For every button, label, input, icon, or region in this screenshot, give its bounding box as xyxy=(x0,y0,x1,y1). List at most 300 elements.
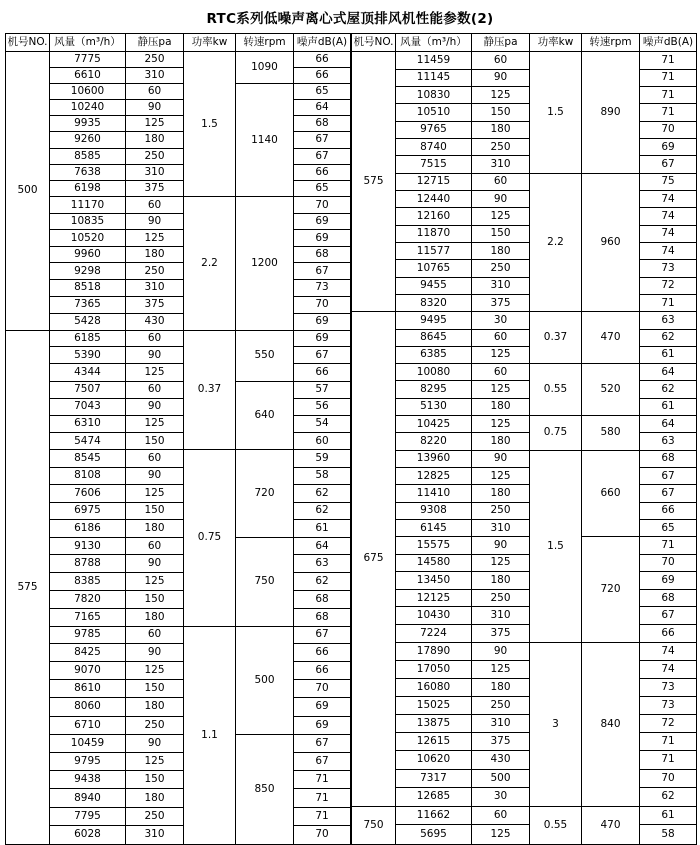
table-row xyxy=(6,608,351,626)
cell-flow: 7638 xyxy=(50,164,126,180)
cell-pressure: 150 xyxy=(126,771,184,789)
table-row xyxy=(6,485,351,502)
page-title: RTC系列低噪声离心式屋顶排风机性能参数(2) xyxy=(206,11,494,27)
cell-noise: 67 xyxy=(640,468,697,485)
cell-noise: 72 xyxy=(640,714,697,732)
cell-speed: 890 xyxy=(582,52,640,173)
table-row xyxy=(352,502,697,519)
table-row xyxy=(6,789,351,807)
cell-power: 1.5 xyxy=(184,52,236,197)
table-row xyxy=(352,714,697,732)
table-body-right xyxy=(352,52,697,844)
cell-noise: 66 xyxy=(640,502,697,519)
cell-noise: 67 xyxy=(640,485,697,502)
cell-noise: 71 xyxy=(640,69,697,86)
cell-pressure: 375 xyxy=(472,625,530,643)
table-row xyxy=(6,398,351,415)
cell-flow: 10459 xyxy=(50,734,126,752)
cell-pressure: 310 xyxy=(472,520,530,537)
table-row xyxy=(6,662,351,680)
table-row xyxy=(352,416,697,433)
performance-table-left xyxy=(5,33,351,845)
cell-pressure: 90 xyxy=(126,734,184,752)
cell-flow: 12125 xyxy=(396,589,472,607)
header-flow: 风量（m³/h） xyxy=(50,34,126,52)
table-row xyxy=(6,537,351,555)
table-row xyxy=(352,769,697,787)
cell-pressure: 125 xyxy=(472,825,530,845)
cell-noise: 61 xyxy=(640,398,697,415)
cell-flow: 8545 xyxy=(50,450,126,467)
table-row xyxy=(352,696,697,714)
cell-noise: 65 xyxy=(294,84,351,100)
table-row xyxy=(352,69,697,86)
cell-noise: 64 xyxy=(640,364,697,381)
cell-pressure: 60 xyxy=(472,806,530,825)
cell-pressure: 125 xyxy=(472,416,530,433)
cell-power: 0.37 xyxy=(530,312,582,364)
cell-noise: 64 xyxy=(294,537,351,555)
table-row xyxy=(352,625,697,643)
cell-noise: 74 xyxy=(640,642,697,660)
cell-flow: 6610 xyxy=(50,68,126,84)
cell-pressure: 180 xyxy=(126,520,184,538)
header-noise: 噪声dB(A) xyxy=(294,34,351,52)
table-row xyxy=(6,626,351,644)
cell-noise: 68 xyxy=(640,589,697,607)
table-row xyxy=(352,398,697,415)
cell-flow: 6198 xyxy=(50,181,126,197)
cell-pressure: 60 xyxy=(472,52,530,69)
cell-flow: 7507 xyxy=(50,381,126,398)
table-row xyxy=(6,330,351,347)
table-row xyxy=(352,156,697,173)
cell-flow: 11170 xyxy=(50,197,126,213)
cell-flow: 4344 xyxy=(50,364,126,381)
cell-noise: 63 xyxy=(640,433,697,450)
table-row xyxy=(6,752,351,770)
cell-pressure: 125 xyxy=(126,364,184,381)
cell-pressure: 125 xyxy=(472,86,530,103)
table-row xyxy=(6,52,351,68)
cell-noise: 71 xyxy=(294,789,351,807)
cell-noise: 61 xyxy=(640,806,697,825)
table-row xyxy=(352,554,697,571)
table-row xyxy=(6,100,351,116)
cell-flow: 7795 xyxy=(50,807,126,825)
cell-pressure: 180 xyxy=(472,572,530,590)
cell-noise: 67 xyxy=(294,626,351,644)
header-pressure: 静压pa xyxy=(472,34,530,52)
cell-flow: 10835 xyxy=(50,213,126,229)
cell-noise: 61 xyxy=(640,346,697,363)
cell-flow: 8610 xyxy=(50,680,126,698)
tables-container xyxy=(5,33,695,845)
cell-flow: 12715 xyxy=(396,173,472,190)
cell-noise: 71 xyxy=(640,732,697,750)
cell-pressure: 60 xyxy=(126,197,184,213)
cell-pressure: 180 xyxy=(472,121,530,138)
cell-flow: 5390 xyxy=(50,347,126,364)
table-row xyxy=(6,590,351,608)
table-row xyxy=(6,807,351,825)
table-row xyxy=(352,277,697,294)
cell-model: 575 xyxy=(6,330,50,844)
table-row xyxy=(352,364,697,381)
cell-noise: 69 xyxy=(640,572,697,590)
cell-noise: 69 xyxy=(294,213,351,229)
cell-noise: 67 xyxy=(294,148,351,164)
cell-pressure: 430 xyxy=(472,751,530,769)
cell-flow: 6186 xyxy=(50,520,126,538)
header-pressure: 静压pa xyxy=(126,34,184,52)
table-row xyxy=(6,246,351,263)
cell-flow: 12685 xyxy=(396,788,472,807)
table-row xyxy=(352,825,697,845)
cell-pressure: 125 xyxy=(472,554,530,571)
cell-noise: 64 xyxy=(640,416,697,433)
cell-flow: 9785 xyxy=(50,626,126,644)
table-row xyxy=(6,415,351,432)
table-row xyxy=(6,381,351,398)
cell-pressure: 180 xyxy=(472,398,530,415)
header-noise: 噪声dB(A) xyxy=(640,34,697,52)
cell-flow: 8788 xyxy=(50,555,126,573)
cell-noise: 67 xyxy=(640,607,697,625)
cell-speed: 1200 xyxy=(236,197,294,330)
cell-pressure: 310 xyxy=(126,164,184,180)
table-row xyxy=(6,213,351,229)
cell-flow: 15575 xyxy=(396,537,472,554)
cell-pressure: 90 xyxy=(126,347,184,364)
cell-flow: 9438 xyxy=(50,771,126,789)
cell-noise: 67 xyxy=(294,734,351,752)
cell-pressure: 60 xyxy=(126,626,184,644)
cell-flow: 9960 xyxy=(50,246,126,263)
cell-pressure: 30 xyxy=(472,312,530,329)
table-header-right xyxy=(352,34,697,52)
cell-flow: 9308 xyxy=(396,502,472,519)
cell-pressure: 430 xyxy=(126,313,184,330)
cell-pressure: 500 xyxy=(472,769,530,787)
cell-flow: 11662 xyxy=(396,806,472,825)
cell-power: 0.55 xyxy=(530,806,582,844)
cell-pressure: 125 xyxy=(472,468,530,485)
table-row xyxy=(352,660,697,678)
cell-noise: 70 xyxy=(640,769,697,787)
table-row xyxy=(352,346,697,363)
cell-pressure: 90 xyxy=(472,69,530,86)
cell-flow: 7820 xyxy=(50,590,126,608)
cell-pressure: 60 xyxy=(472,329,530,346)
table-row xyxy=(6,520,351,538)
cell-flow: 10830 xyxy=(396,86,472,103)
cell-noise: 67 xyxy=(294,132,351,148)
cell-flow: 7775 xyxy=(50,52,126,68)
cell-noise: 74 xyxy=(640,660,697,678)
cell-pressure: 180 xyxy=(126,246,184,263)
cell-pressure: 180 xyxy=(126,789,184,807)
cell-pressure: 125 xyxy=(472,660,530,678)
table-row xyxy=(352,572,697,590)
cell-flow: 8060 xyxy=(50,698,126,716)
table-row xyxy=(6,181,351,197)
cell-noise: 57 xyxy=(294,381,351,398)
cell-noise: 70 xyxy=(294,826,351,845)
cell-flow: 10620 xyxy=(396,751,472,769)
cell-flow: 12615 xyxy=(396,732,472,750)
cell-noise: 62 xyxy=(640,329,697,346)
cell-pressure: 310 xyxy=(126,826,184,845)
cell-pressure: 250 xyxy=(126,807,184,825)
cell-noise: 70 xyxy=(640,554,697,571)
table-row xyxy=(352,751,697,769)
header-flow: 风量（m³/h） xyxy=(396,34,472,52)
cell-speed: 720 xyxy=(236,450,294,537)
table-row xyxy=(352,138,697,155)
cell-noise: 75 xyxy=(640,173,697,190)
cell-flow: 9298 xyxy=(50,263,126,280)
cell-noise: 74 xyxy=(640,208,697,225)
table-row xyxy=(6,116,351,132)
cell-pressure: 310 xyxy=(472,156,530,173)
cell-noise: 71 xyxy=(294,771,351,789)
cell-flow: 13960 xyxy=(396,450,472,467)
cell-noise: 62 xyxy=(294,502,351,520)
cell-pressure: 180 xyxy=(126,608,184,626)
cell-flow: 6385 xyxy=(396,346,472,363)
cell-flow: 8518 xyxy=(50,280,126,297)
cell-pressure: 250 xyxy=(126,263,184,280)
cell-pressure: 310 xyxy=(126,68,184,84)
cell-flow: 11410 xyxy=(396,485,472,502)
table-row xyxy=(352,485,697,502)
cell-pressure: 250 xyxy=(126,148,184,164)
cell-flow: 10600 xyxy=(50,84,126,100)
cell-noise: 71 xyxy=(640,52,697,69)
cell-flow: 7043 xyxy=(50,398,126,415)
cell-pressure: 150 xyxy=(126,502,184,520)
table-row xyxy=(6,698,351,716)
cell-flow: 9455 xyxy=(396,277,472,294)
table-row xyxy=(352,121,697,138)
cell-flow: 12440 xyxy=(396,190,472,207)
cell-noise: 66 xyxy=(294,68,351,84)
table-row xyxy=(6,313,351,330)
cell-flow: 6975 xyxy=(50,502,126,520)
table-row xyxy=(352,433,697,450)
cell-pressure: 180 xyxy=(472,242,530,259)
cell-flow: 16080 xyxy=(396,678,472,696)
cell-pressure: 125 xyxy=(126,573,184,591)
cell-noise: 71 xyxy=(294,807,351,825)
table-row xyxy=(352,732,697,750)
cell-speed: 720 xyxy=(582,537,640,642)
cell-speed: 1140 xyxy=(236,84,294,197)
cell-model: 500 xyxy=(6,52,50,330)
cell-pressure: 310 xyxy=(126,280,184,297)
cell-flow: 8320 xyxy=(396,294,472,311)
table-row xyxy=(6,280,351,297)
table-row xyxy=(6,716,351,734)
cell-flow: 10520 xyxy=(50,230,126,247)
cell-flow: 10425 xyxy=(396,416,472,433)
cell-noise: 63 xyxy=(640,312,697,329)
cell-noise: 69 xyxy=(294,313,351,330)
cell-flow: 6185 xyxy=(50,330,126,347)
cell-flow: 10240 xyxy=(50,100,126,116)
cell-noise: 68 xyxy=(294,608,351,626)
cell-pressure: 375 xyxy=(472,732,530,750)
cell-flow: 9495 xyxy=(396,312,472,329)
cell-pressure: 90 xyxy=(472,642,530,660)
cell-flow: 5474 xyxy=(50,433,126,450)
cell-model: 575 xyxy=(352,52,396,312)
table-row xyxy=(352,190,697,207)
cell-pressure: 250 xyxy=(472,260,530,277)
table-row xyxy=(6,433,351,450)
table-row xyxy=(352,294,697,311)
cell-noise: 54 xyxy=(294,415,351,432)
cell-pressure: 375 xyxy=(472,294,530,311)
table-row xyxy=(352,806,697,825)
cell-pressure: 125 xyxy=(472,208,530,225)
cell-noise: 68 xyxy=(640,450,697,467)
table-row xyxy=(6,573,351,591)
table-row xyxy=(352,52,697,69)
cell-flow: 6145 xyxy=(396,520,472,537)
cell-speed: 1090 xyxy=(236,52,294,84)
cell-speed: 750 xyxy=(236,537,294,626)
cell-speed: 470 xyxy=(582,312,640,364)
table-row xyxy=(6,555,351,573)
cell-pressure: 60 xyxy=(126,450,184,467)
cell-flow: 11870 xyxy=(396,225,472,242)
cell-noise: 69 xyxy=(294,698,351,716)
cell-speed: 850 xyxy=(236,734,294,844)
cell-pressure: 125 xyxy=(126,415,184,432)
table-row xyxy=(352,788,697,807)
header-row xyxy=(352,34,697,52)
cell-flow: 11459 xyxy=(396,52,472,69)
table-row xyxy=(6,644,351,662)
cell-flow: 9795 xyxy=(50,752,126,770)
cell-speed: 470 xyxy=(582,806,640,844)
cell-flow: 14580 xyxy=(396,554,472,571)
header-power: 功率kw xyxy=(530,34,582,52)
cell-noise: 66 xyxy=(294,644,351,662)
header-speed: 转速rpm xyxy=(582,34,640,52)
cell-noise: 70 xyxy=(294,197,351,213)
cell-flow: 5695 xyxy=(396,825,472,845)
cell-flow: 8940 xyxy=(50,789,126,807)
cell-pressure: 90 xyxy=(472,537,530,554)
cell-flow: 12825 xyxy=(396,468,472,485)
table-row xyxy=(6,68,351,84)
cell-noise: 58 xyxy=(640,825,697,845)
cell-flow: 8385 xyxy=(50,573,126,591)
cell-power: 0.55 xyxy=(530,364,582,416)
table-row xyxy=(352,329,697,346)
cell-speed: 520 xyxy=(582,364,640,416)
table-row xyxy=(352,242,697,259)
cell-flow: 13875 xyxy=(396,714,472,732)
cell-pressure: 150 xyxy=(126,590,184,608)
cell-pressure: 250 xyxy=(472,138,530,155)
cell-pressure: 310 xyxy=(472,607,530,625)
cell-flow: 11577 xyxy=(396,242,472,259)
performance-table-right xyxy=(351,33,697,845)
table-row xyxy=(6,826,351,845)
cell-flow: 6310 xyxy=(50,415,126,432)
cell-pressure: 60 xyxy=(126,330,184,347)
cell-flow: 9260 xyxy=(50,132,126,148)
cell-noise: 66 xyxy=(294,364,351,381)
table-row xyxy=(6,230,351,247)
cell-noise: 72 xyxy=(640,277,697,294)
table-row xyxy=(352,312,697,329)
cell-noise: 71 xyxy=(640,751,697,769)
cell-flow: 7515 xyxy=(396,156,472,173)
cell-pressure: 180 xyxy=(472,433,530,450)
cell-pressure: 125 xyxy=(126,662,184,680)
table-row xyxy=(6,84,351,100)
cell-noise: 74 xyxy=(640,225,697,242)
cell-noise: 70 xyxy=(294,296,351,313)
cell-flow: 12160 xyxy=(396,208,472,225)
cell-pressure: 90 xyxy=(126,467,184,484)
cell-pressure: 90 xyxy=(472,450,530,467)
cell-flow: 11145 xyxy=(396,69,472,86)
cell-pressure: 180 xyxy=(472,678,530,696)
cell-power: 1.5 xyxy=(530,52,582,173)
cell-flow: 17890 xyxy=(396,642,472,660)
cell-flow: 9130 xyxy=(50,537,126,555)
cell-flow: 15025 xyxy=(396,696,472,714)
cell-noise: 74 xyxy=(640,190,697,207)
table-row xyxy=(352,607,697,625)
table-row xyxy=(6,263,351,280)
cell-pressure: 310 xyxy=(472,277,530,294)
cell-pressure: 60 xyxy=(126,537,184,555)
cell-flow: 8220 xyxy=(396,433,472,450)
table-row xyxy=(6,364,351,381)
cell-pressure: 375 xyxy=(126,181,184,197)
cell-speed: 500 xyxy=(236,626,294,734)
cell-flow: 10765 xyxy=(396,260,472,277)
table-row xyxy=(352,678,697,696)
table-row xyxy=(6,450,351,467)
cell-noise: 66 xyxy=(640,625,697,643)
cell-flow: 8645 xyxy=(396,329,472,346)
cell-flow: 5428 xyxy=(50,313,126,330)
table-row xyxy=(352,173,697,190)
cell-noise: 69 xyxy=(294,716,351,734)
cell-noise: 66 xyxy=(294,662,351,680)
cell-model: 675 xyxy=(352,312,396,806)
table-row xyxy=(6,680,351,698)
table-row xyxy=(352,642,697,660)
cell-pressure: 375 xyxy=(126,296,184,313)
cell-flow: 10430 xyxy=(396,607,472,625)
table-row xyxy=(6,771,351,789)
cell-noise: 62 xyxy=(294,573,351,591)
cell-flow: 17050 xyxy=(396,660,472,678)
cell-noise: 67 xyxy=(640,156,697,173)
cell-pressure: 150 xyxy=(126,680,184,698)
cell-noise: 58 xyxy=(294,467,351,484)
cell-noise: 63 xyxy=(294,555,351,573)
